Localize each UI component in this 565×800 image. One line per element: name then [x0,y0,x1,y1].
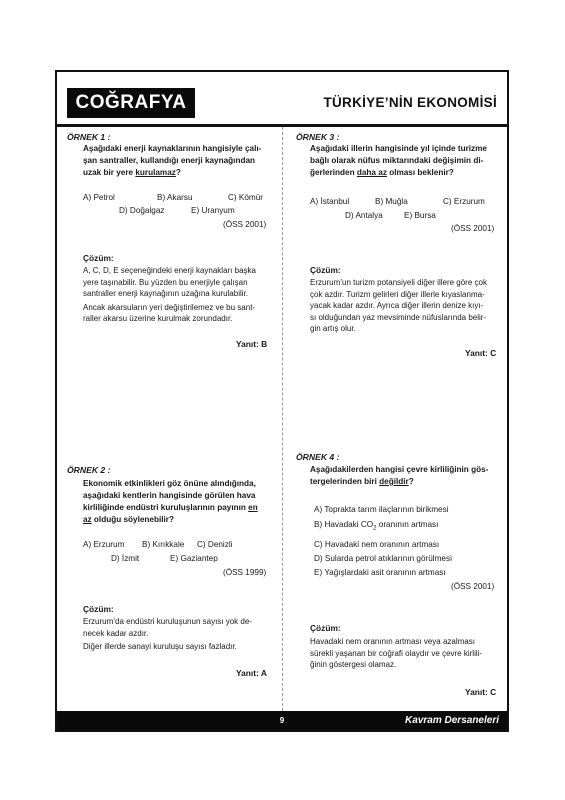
solution-line: çok azdır. Turizm gelirleri diğer illerle kıyaslanma- [310,289,485,299]
question-text: ? [175,168,181,177]
solution-line: yacak kadar azdır. Ayrıca diğer illerin denize kıyı- [310,301,484,310]
option-c: C) Erzurum [443,197,485,206]
example-2-question [83,478,271,526]
footer-bar [57,711,507,730]
example-1-question [83,143,271,179]
solution-line: yere taşınabilir. Bu yüzden bu enerjiyle çalışan [83,277,248,287]
question-line [83,167,271,179]
option-a: A) Erzurum [83,540,125,549]
question-line: bağlı olarak nüfus miktarındaki değişimin di- [310,156,484,165]
question-line [83,514,271,526]
option-b: B) Akarsu [157,193,193,202]
answer-label: Yanıt: A [236,668,267,678]
question-line: Ekonomik etkinlikleri göz önüne alındığında, [83,479,256,488]
option-d: D) Sularda petrol atıklarının görülmesi [314,554,452,563]
option-text: B) Havadaki CO [314,520,374,529]
answer-label: Yanıt: C [465,687,497,697]
example-4-solution [310,636,498,671]
question-text: olduğu söylenebilir? [91,515,174,524]
subject-banner [67,88,195,118]
option-c: C) Havadaki nem oranının artması [314,540,440,549]
option-e: E) Uranyum [191,206,235,215]
example-4-title: ÖRNEK 4 : [296,452,340,462]
question-text: olması beklenir? [386,168,454,177]
emphasis-text: değildir [379,477,409,486]
option-e: E) Gaziantep [170,554,218,563]
question-line: Aşağıdaki illerin hangisinde yıl içinde turizme [310,144,487,153]
solution-line: Erzurum’da endüstri kuruluşunun sayısı yok de- [83,617,252,626]
question-line: aşağıdaki kentlerin hangisinde görülen hava [83,491,256,500]
solution-line: ğinin göstergesi olamaz. [310,660,397,669]
exam-source: (ÖSS 2001) [223,220,267,229]
option-a: A) Petrol [83,193,115,202]
solution-line: Ancak akarsuların yeri değiştirilemez ve bu sant- [83,302,256,312]
solution-heading: Çözüm: [310,623,341,633]
option-e: E) Bursa [404,211,436,220]
question-line [83,502,271,514]
solution-line: sı olduğundan yaz mevsiminde nüfuslarında belir- [310,312,487,322]
option-d: D) Antalya [345,211,383,220]
example-3-solution [310,277,498,335]
emphasis-text: kurulamaz [135,168,176,177]
answer-label: Yanıt: C [465,348,497,358]
example-4-question [310,464,498,488]
question-text: ğerlerinden [310,168,357,177]
exam-source: (ÖSS 1999) [223,568,267,577]
question-text: uzak bir yere [83,168,136,177]
example-3-question [310,143,498,179]
emphasis-text: en [248,503,258,512]
solution-line: necek kadar azdır. [83,628,149,638]
question-text: kirliliğinde endüstri kuruluşlarının payının [83,503,249,512]
solution-line: sürekli yaşanan bir coğrafi olaydır ve çevre kirlili- [310,648,483,658]
option-b: B) Muğla [375,197,408,206]
option-d: D) Doğalgaz [119,206,165,215]
solution-heading: Çözüm: [310,265,341,275]
example-3-title: ÖRNEK 3 : [296,132,340,142]
question-line: şan santraller, kullandığı enerji kaynağından [83,156,255,165]
exam-source: (ÖSS 2001) [451,224,495,233]
option-a: A) Toprakta tarım ilaçlarının birikmesi [314,505,449,514]
question-line [310,476,498,488]
emphasis-text: az [83,515,92,524]
option-d: D) İzmit [111,554,140,563]
example-1-title: ÖRNEK 1 : [67,132,111,142]
solution-line: Havadaki nem oranının artması veya azalması [310,637,475,646]
question-line: Aşağıdakilerden hangisi çevre kirliliğinin gös- [310,465,489,474]
solution-line: Erzurum’un turizm potansiyeli diğer illere göre çok [310,278,487,287]
solution-heading: Çözüm: [83,253,114,263]
solution-line: santraller enerji kaynağının uzağına kurulabilir. [83,289,248,298]
solution-heading: Çözüm: [83,604,114,614]
solution-line: A, C, D, E seçeneğindeki enerji kaynakları başka [83,266,256,275]
example-2-solution [83,616,271,653]
subject-title: COĞRAFYA [75,92,187,113]
solution-line: raller akarsu üzerine kurulmak zorundadır. [83,314,233,323]
option-e: E) Yağışlardaki asit oranının artması [314,568,446,577]
example-2-title: ÖRNEK 2 : [67,465,111,475]
column-divider [282,127,283,711]
exam-source: (ÖSS 2001) [451,582,495,591]
example-1-solution [83,265,271,325]
solution-line: gin artış olur. [310,324,356,333]
page-number: 9 [279,716,285,725]
option-b: B) Kırıkkale [142,540,185,549]
emphasis-text: daha az [356,168,387,177]
publisher-name: Kavram Dersaneleri [405,715,499,726]
option-c: C) Denizli [197,540,233,549]
option-c: C) Kömür [228,193,264,202]
subscript: 2 [373,525,377,532]
option-b [314,520,438,532]
option-a: A) İstanbul [310,197,350,206]
question-text: ? [408,477,414,486]
question-text: tergelerinden biri [310,477,380,486]
answer-label: Yanıt: B [236,339,268,349]
option-text: oranının artması [376,520,439,529]
question-line: Aşağıdaki enerji kaynaklarının hangisiyle çalı- [83,144,262,153]
question-line [310,167,498,179]
solution-line: Diğer illerde sanayi kuruluşu sayısı fazladır. [83,642,237,651]
chapter-title: TÜRKİYE’NİN EKONOMİSİ [323,95,497,110]
